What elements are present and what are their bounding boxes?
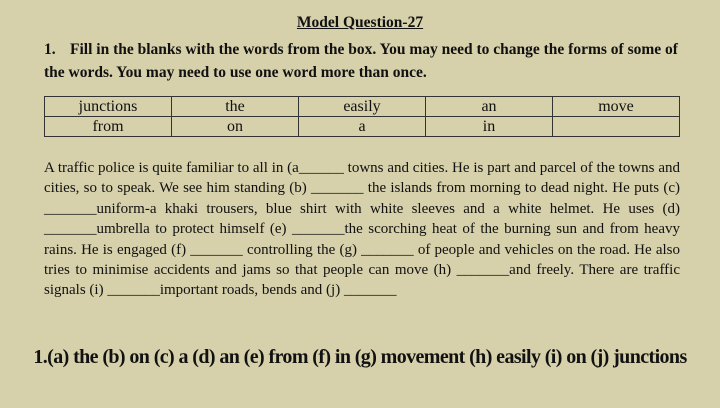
word-box (44, 96, 680, 137)
page-title: Model Question-27 (296, 14, 424, 31)
word-cell: on (172, 117, 299, 137)
instruction (44, 38, 684, 84)
word-cell: a (299, 117, 426, 137)
question-number: 1. (44, 41, 56, 58)
word-box-row (45, 117, 680, 137)
word-cell: move (553, 97, 680, 117)
word-box-row (45, 97, 680, 117)
passage-text: A traffic police is quite familiar to all in (a______ towns and cities. He is part and parcel of the towns and cities, so to speak. We see him standing (b) _______ the islands from morning to dead night. He puts (c) _______uniform-a khaki trousers, blue shirt with white sleeves and a white helmet. He uses (d) _______umbrella to protect himself (e) _______the scorching heat of the burning sun and from heavy rains. He is engaged (f) _______ controlling the (g) _______ of people and vehicles on the road. He also tries to minimise accidents and jams so that people can move (h) _______and freely. There are traffic signals (i) _______important roads, bends and (j) _______ (44, 160, 680, 299)
instruction-text: Fill in the blanks with the words from the box. You may need to change the forms of some of the words. You may need to use one word more than once. (44, 41, 678, 81)
word-cell: from (45, 117, 172, 137)
word-cell: easily (299, 97, 426, 117)
answer-key: 1.(a) the (b) on (c) a (d) an (e) from (f) in (g) movement (h) easily (i) on (j) junctions (33, 346, 687, 368)
word-cell: the (172, 97, 299, 117)
word-cell (553, 117, 680, 137)
word-cell: in (426, 117, 553, 137)
word-cell: junctions (45, 97, 172, 117)
word-cell: an (426, 97, 553, 117)
